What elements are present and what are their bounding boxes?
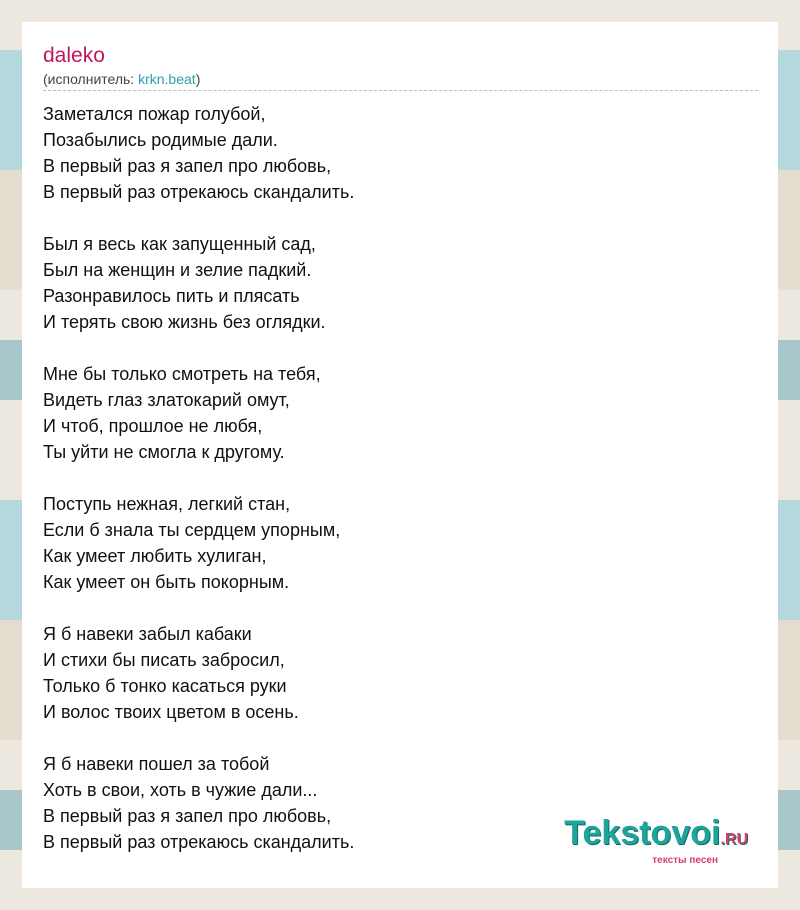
- lyrics-line: И терять свою жизнь без оглядки.: [43, 312, 326, 332]
- song-title: daleko: [43, 44, 105, 67]
- lyrics-stanza: [43, 491, 758, 595]
- lyrics-line: Позабылись родимые дали.: [43, 130, 278, 150]
- lyrics-stanza: [43, 361, 758, 465]
- lyrics-line: Я б навеки забыл кабаки: [43, 624, 252, 644]
- lyrics-line: Разонравилось пить и плясать: [43, 286, 300, 306]
- lyrics-line: Был на женщин и зелие падкий.: [43, 260, 312, 280]
- lyrics-line: И стихи бы писать забросил,: [43, 650, 285, 670]
- site-logo[interactable]: [564, 816, 748, 866]
- lyrics-line: Ты уйти не смогла к другому.: [43, 442, 285, 462]
- lyrics-line: И волос твоих цветом в осень.: [43, 702, 299, 722]
- artist-line: [43, 70, 758, 91]
- lyrics-line: Видеть глаз златокарий омут,: [43, 390, 290, 410]
- lyrics-line: В первый раз отрекаюсь скандалить.: [43, 182, 355, 202]
- lyrics-line: В первый раз я запел про любовь,: [43, 806, 332, 826]
- lyrics-line: В первый раз я запел про любовь,: [43, 156, 332, 176]
- lyrics-line: Только б тонко касаться руки: [43, 676, 287, 696]
- lyrics-line: Как умеет любить хулиган,: [43, 546, 267, 566]
- artist-link[interactable]: krkn.beat: [138, 71, 196, 87]
- lyrics-line: Хоть в свои, хоть в чужие дали...: [43, 780, 318, 800]
- lyrics-line: В первый раз отрекаюсь скандалить.: [43, 832, 355, 852]
- artist-suffix: ): [195, 71, 201, 87]
- lyrics-line: И чтоб, прошлое не любя,: [43, 416, 263, 436]
- lyrics-text: [43, 101, 758, 855]
- lyrics-stanza: [43, 621, 758, 725]
- lyrics-line: Заметался пожар голубой,: [43, 104, 266, 124]
- lyrics-card: [22, 22, 778, 888]
- lyrics-line: Был я весь как запущенный сад,: [43, 234, 316, 254]
- lyrics-stanza: [43, 231, 758, 335]
- lyrics-line: Поступь нежная, легкий стан,: [43, 494, 291, 514]
- lyrics-line: Как умеет он быть покорным.: [43, 572, 290, 592]
- lyrics-line: Мне бы только смотреть на тебя,: [43, 364, 321, 384]
- artist-prefix: (исполнитель:: [43, 71, 139, 87]
- logo-tld: .RU: [720, 831, 748, 848]
- lyrics-stanza: [43, 101, 758, 205]
- lyrics-line: Я б навеки пошел за тобой: [43, 754, 270, 774]
- lyrics-line: Если б знала ты сердцем упорным,: [43, 520, 341, 540]
- logo-tagline: тексты песен: [652, 855, 718, 866]
- logo-name: Tekstovoi: [564, 814, 721, 852]
